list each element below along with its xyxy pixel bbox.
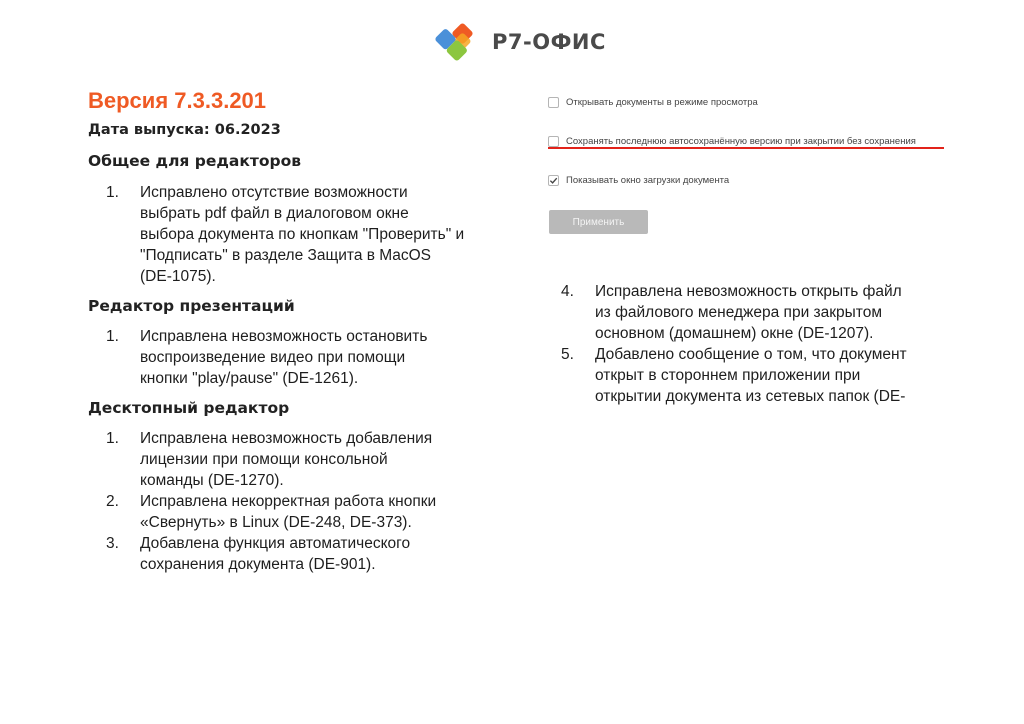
checkbox[interactable] bbox=[548, 136, 559, 147]
highlight-underline bbox=[548, 147, 944, 149]
list-item-line: Исправлена некорректная работа кнопки bbox=[140, 493, 437, 510]
logo-icon bbox=[424, 16, 484, 68]
list-presentation bbox=[88, 326, 528, 389]
list-item-line: выбора документа по кнопкам "Проверить" и bbox=[140, 226, 465, 243]
list-item bbox=[543, 344, 983, 407]
list-item-number: 3. bbox=[106, 535, 119, 552]
section-heading-common: Общее для редакторов bbox=[88, 152, 302, 170]
list-item-line: команды (DE-1270). bbox=[140, 472, 284, 489]
settings-screenshot bbox=[548, 88, 948, 238]
release-date: Дата выпуска: 06.2023 bbox=[88, 122, 281, 138]
list-item-line: из файлового менеджера при закрытом bbox=[595, 304, 883, 321]
list-item-number: 2. bbox=[106, 493, 119, 510]
list-item-number: 1. bbox=[106, 184, 119, 201]
list-desktop-continued bbox=[543, 281, 983, 407]
option-open-view-mode[interactable] bbox=[548, 97, 758, 108]
option-label: Показывать окно загрузки документа bbox=[566, 175, 730, 186]
list-common bbox=[88, 182, 528, 287]
list-item-line: открытии документа из сетевых папок (DE- bbox=[595, 388, 906, 405]
list-item-line: лицензии при помощи консольной bbox=[140, 451, 388, 468]
list-item-line: Добавлена функция автоматического bbox=[140, 535, 411, 552]
list-item-line: сохранения документа (DE-901). bbox=[140, 556, 376, 573]
list-item bbox=[88, 326, 528, 389]
option-save-autosaved[interactable] bbox=[548, 136, 916, 147]
check-icon bbox=[549, 176, 558, 185]
option-label: Сохранять последнюю автосохранённую версию при закрытии без сохранения bbox=[566, 136, 916, 147]
list-item-line: Исправлена невозможность открыть файл bbox=[595, 283, 902, 300]
list-item-line: основном (домашнем) окне (DE-1207). bbox=[595, 325, 874, 342]
apply-button[interactable]: Применить bbox=[549, 210, 648, 234]
list-item-line: Добавлено сообщение о том, что документ bbox=[595, 346, 907, 363]
list-item bbox=[88, 428, 528, 491]
list-item-number: 1. bbox=[106, 328, 119, 345]
list-item bbox=[543, 281, 983, 344]
list-item bbox=[88, 533, 528, 575]
list-item bbox=[88, 182, 528, 287]
checkbox-checked[interactable] bbox=[548, 175, 559, 186]
list-item-line: Исправлена невозможность остановить bbox=[140, 328, 428, 345]
list-item bbox=[88, 491, 528, 533]
list-item-line: выбрать pdf файл в диалоговом окне bbox=[140, 205, 409, 222]
list-item-number: 1. bbox=[106, 430, 119, 447]
list-item-line: воспроизведение видео при помощи bbox=[140, 349, 406, 366]
option-label: Открывать документы в режиме просмотра bbox=[566, 97, 758, 108]
option-show-loading-window[interactable] bbox=[548, 175, 729, 186]
list-item-number: 4. bbox=[561, 283, 574, 300]
list-item-line: Исправлено отсутствие возможности bbox=[140, 184, 408, 201]
list-item-line: (DE-1075). bbox=[140, 268, 216, 285]
list-item-line: кнопки "play/pause" (DE-1261). bbox=[140, 370, 359, 387]
checkbox[interactable] bbox=[548, 97, 559, 108]
logo bbox=[424, 16, 606, 68]
logo-text: Р7-ОФИС bbox=[492, 30, 606, 54]
section-heading-presentation: Редактор презентаций bbox=[88, 297, 295, 315]
section-heading-desktop: Десктопный редактор bbox=[88, 399, 290, 417]
list-item-line: "Подписать" в разделе Защита в MacOS bbox=[140, 247, 431, 264]
list-item-number: 5. bbox=[561, 346, 574, 363]
version-title: Версия 7.3.3.201 bbox=[88, 88, 267, 113]
list-item-line: Исправлена невозможность добавления bbox=[140, 430, 433, 447]
list-item-line: «Свернуть» в Linux (DE-248, DE-373). bbox=[140, 514, 412, 531]
list-item-line: открыт в стороннем приложении при bbox=[595, 367, 861, 384]
list-desktop bbox=[88, 428, 528, 575]
